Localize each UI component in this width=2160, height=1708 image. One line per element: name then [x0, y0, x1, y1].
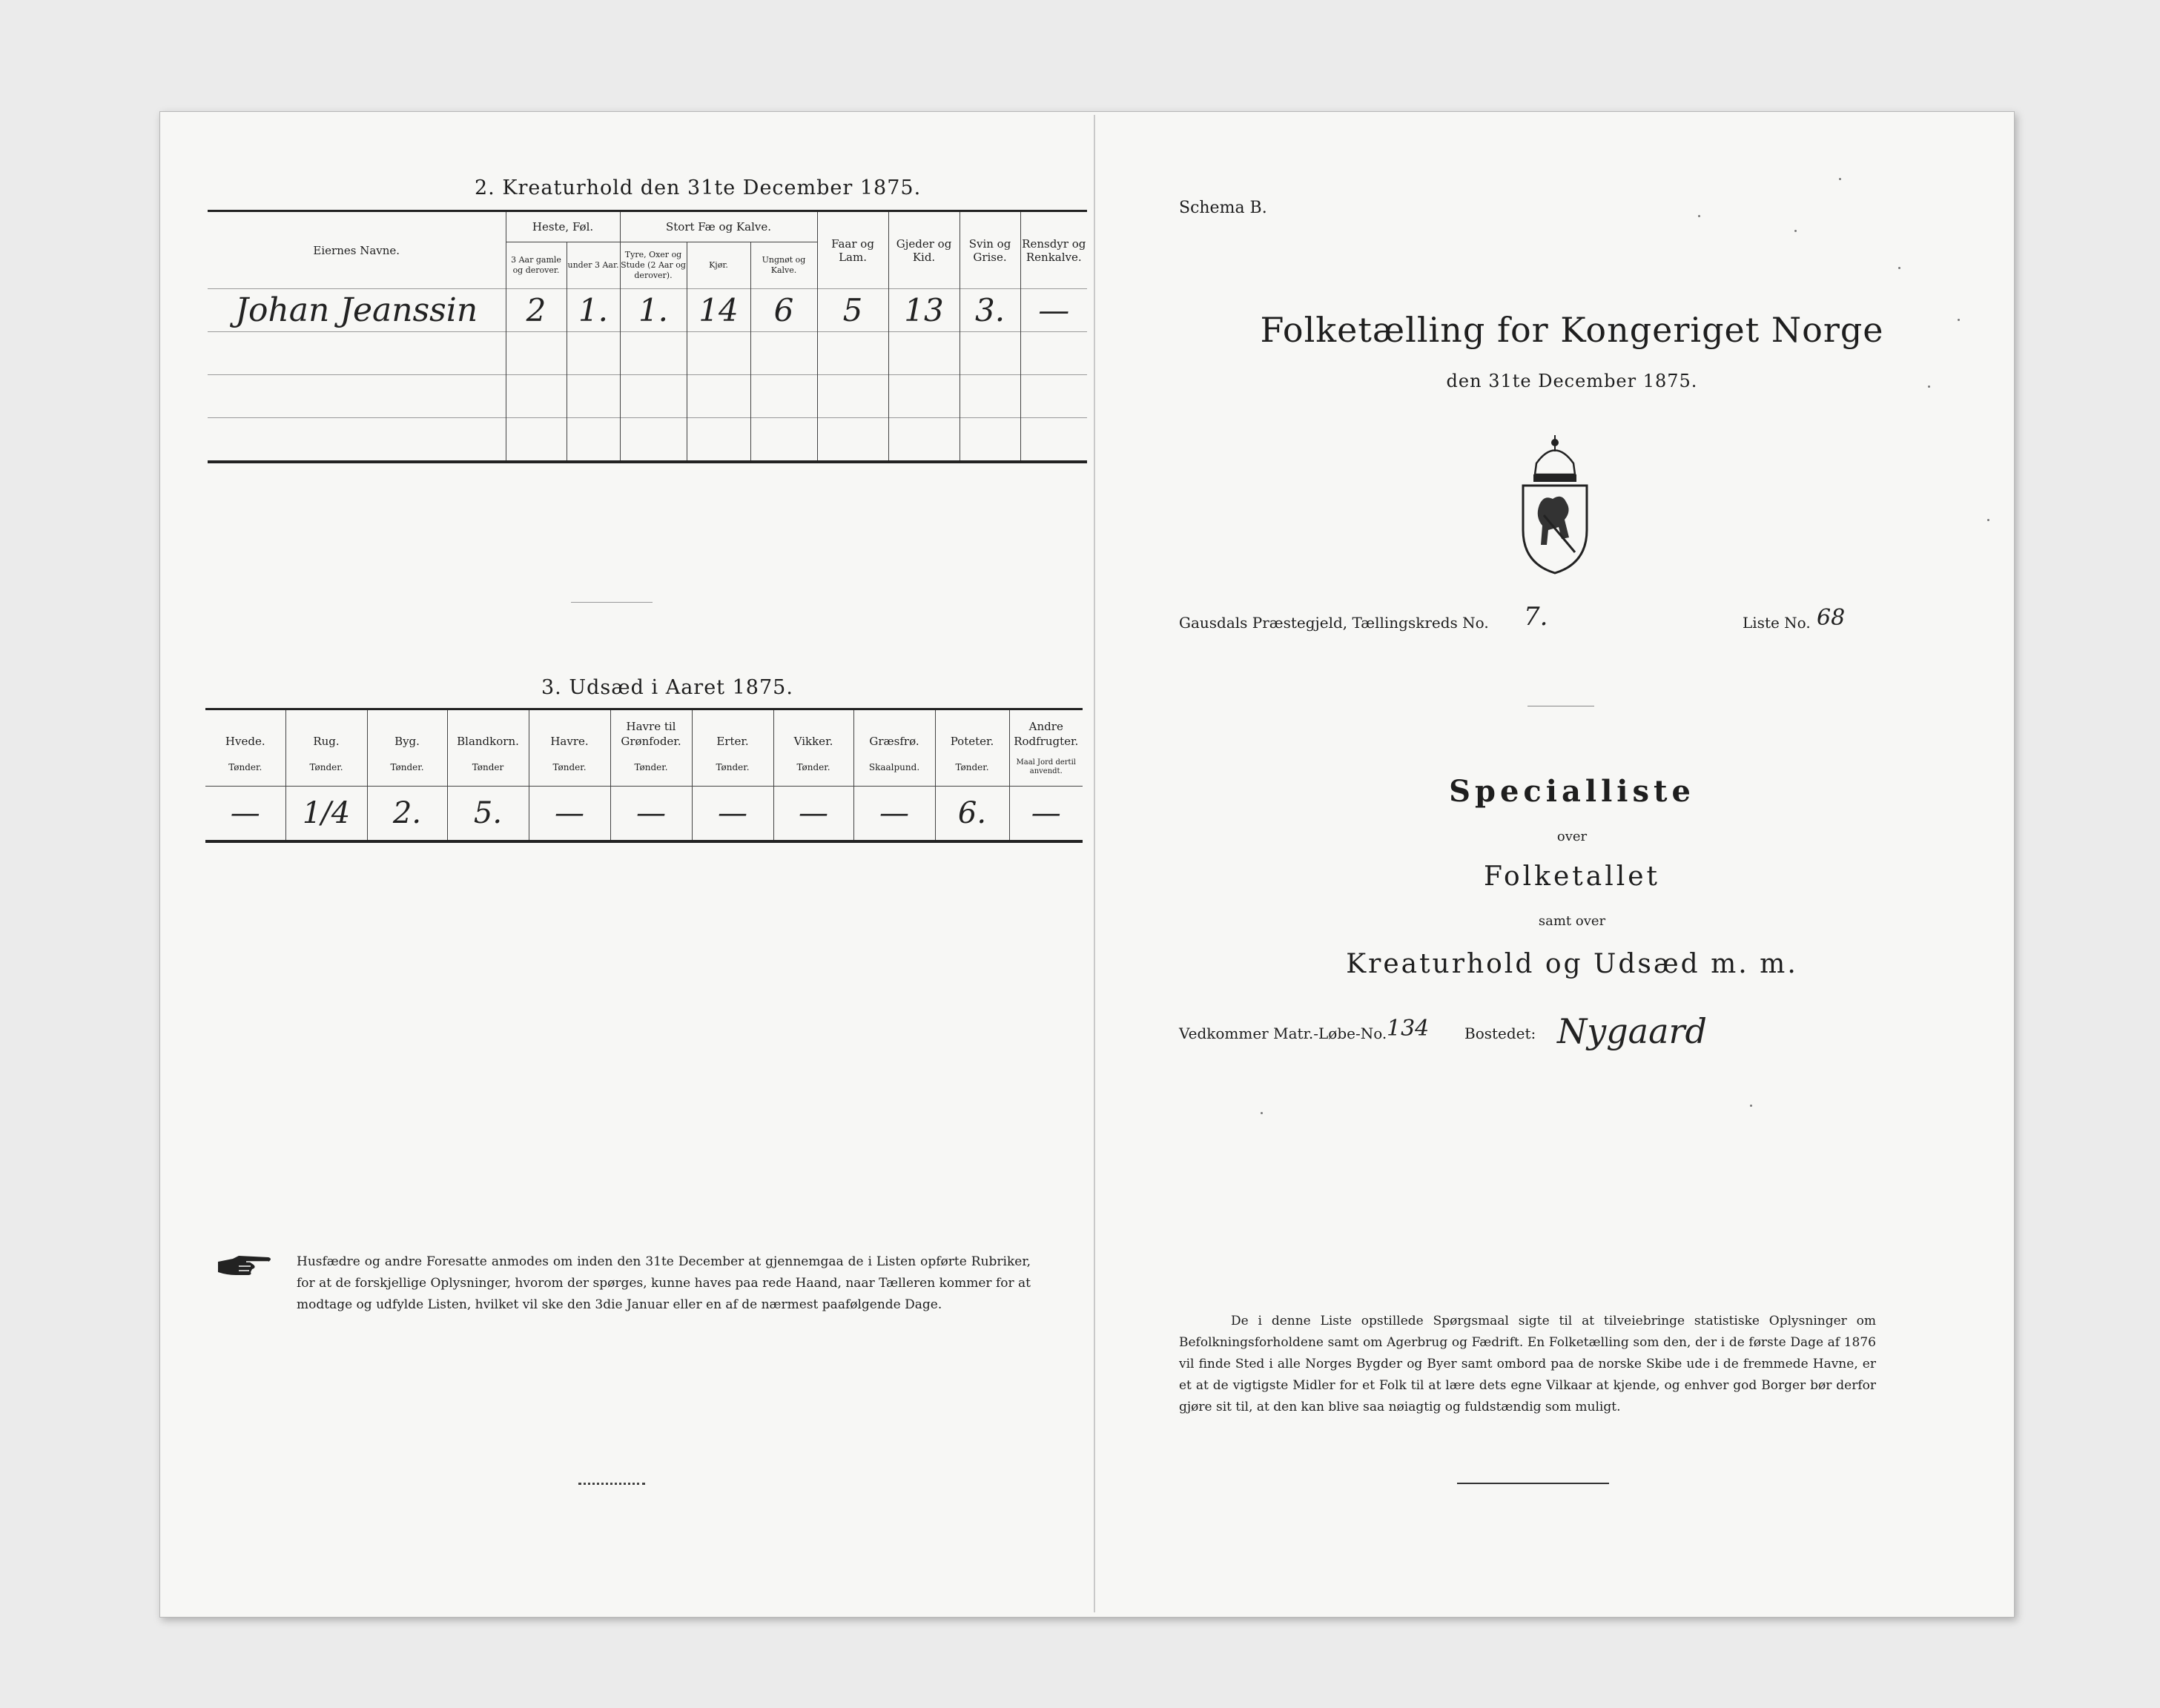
sowing-table: [205, 708, 1083, 843]
livestock-table: [208, 210, 1087, 463]
speck: [1261, 1112, 1263, 1114]
unit-rug: Tønder.: [285, 752, 367, 787]
table-row: [205, 787, 1083, 842]
col-tyre: Tyre, Oxer og Stude (2 Aar og derover).: [620, 242, 687, 289]
district-label: Gausdals Præstegjeld, Tællingskreds No.: [1179, 614, 1489, 632]
kreds-no: 7.: [1524, 602, 1548, 632]
col-rug: Rug.: [285, 709, 367, 752]
col-erter: Erter.: [692, 709, 773, 752]
cell-owner: Johan Jeanssin: [208, 289, 506, 332]
bosted-value: Nygaard: [1557, 1011, 1707, 1051]
section3-title: 3. Udsæd i Aaret 1875.: [541, 676, 793, 699]
col-byg: Byg.: [367, 709, 447, 752]
speck: [1750, 1105, 1752, 1107]
cell-ungnot: 6: [750, 289, 817, 332]
col-gjeder: Gjeder og Kid.: [888, 211, 960, 289]
matr-label: Vedkommer Matr.-Løbe-No.: [1179, 1025, 1387, 1042]
schema-label: Schema B.: [1179, 199, 1267, 217]
speck: [1839, 178, 1841, 180]
speck: [1928, 385, 1930, 388]
folketallet-heading: Folketallet: [1483, 861, 1661, 892]
notice-text: Husfædre og andre Foresatte anmodes om inden den 31te December at gjennemgaa de i Listen opførte Rubriker, for at de forskjellige Oplysninger, hvorom der spørges, kunne haves paa rede Haand, naar Tælleren kommer for at modtage og udfylde Listen, hvilket vil ske den 3die Januar eller en af de nærmest paafølgende Dage.: [297, 1254, 1031, 1312]
speck: [1898, 267, 1900, 269]
col-kjor: Kjør.: [687, 242, 750, 289]
cell-gjeder: 13: [888, 289, 960, 332]
col-heste-young: under 3 Aar.: [567, 242, 620, 289]
col-havre-gronfoder: Havre til Grønfoder.: [610, 709, 692, 752]
cell-vikker: —: [773, 787, 853, 842]
cell-andre: —: [1009, 787, 1083, 842]
col-graesfro: Græsfrø.: [853, 709, 935, 752]
table-row: [208, 418, 1087, 463]
pointing-hand-icon: [217, 1253, 276, 1282]
cell-graesfro: —: [853, 787, 935, 842]
page-title: Folketælling for Kongeriget Norge: [1260, 310, 1884, 350]
col-heste: Heste, Føl.: [506, 211, 620, 242]
col-stort-fae: Stort Fæ og Kalve.: [620, 211, 817, 242]
cell-erter: —: [692, 787, 773, 842]
col-hvede: Hvede.: [205, 709, 285, 752]
unit-graesfro: Skaalpund.: [853, 752, 935, 787]
col-svin: Svin og Grise.: [960, 211, 1020, 289]
unit-havre: Tønder.: [529, 752, 610, 787]
cell-rensdyr: —: [1020, 289, 1087, 332]
col-heste-old: 3 Aar gamle og derover.: [506, 242, 567, 289]
cell-byg: 2.: [367, 787, 447, 842]
cell-tyre: 1.: [620, 289, 687, 332]
col-andre: Andre Rodfrugter.: [1009, 709, 1083, 752]
unit-byg: Tønder.: [367, 752, 447, 787]
col-blandkorn: Blandkorn.: [447, 709, 529, 752]
speck: [1794, 230, 1797, 232]
unit-erter: Tønder.: [692, 752, 773, 787]
divider: [578, 1483, 645, 1485]
cell-blandkorn: 5.: [447, 787, 529, 842]
cell-svin: 3.: [960, 289, 1020, 332]
divider: [571, 602, 653, 603]
cell-heste-young: 1.: [567, 289, 620, 332]
col-poteter: Poteter.: [935, 709, 1009, 752]
unit-vikker: Tønder.: [773, 752, 853, 787]
divider: [1457, 1483, 1609, 1484]
unit-hvede: Tønder.: [205, 752, 285, 787]
col-vikker: Vikker.: [773, 709, 853, 752]
cell-kjor: 14: [687, 289, 750, 332]
cell-havre-gronfoder: —: [610, 787, 692, 842]
over-text: over: [1556, 829, 1588, 844]
samt-over-text: samt over: [1538, 913, 1606, 929]
col-faar: Faar og Lam.: [817, 211, 888, 289]
kreaturhold-heading: Kreaturhold og Udsæd m. m.: [1346, 949, 1798, 979]
liste-no: 68: [1817, 605, 1846, 631]
cell-faar: 5: [817, 289, 888, 332]
col-havre: Havre.: [529, 709, 610, 752]
specialliste-heading: Specialliste: [1449, 774, 1695, 809]
table-row: [208, 332, 1087, 375]
matr-value: 134: [1387, 1016, 1430, 1042]
speck: [1698, 215, 1700, 217]
cell-havre: —: [529, 787, 610, 842]
cell-rug: 1/4: [285, 787, 367, 842]
section2-title: 2. Kreaturhold den 31te December 1875.: [475, 176, 922, 199]
col-ungnot: Ungnøt og Kalve.: [750, 242, 817, 289]
speck: [1987, 519, 1989, 521]
unit-andre: Maal Jord dertil anvendt.: [1009, 752, 1083, 787]
unit-havre-gronfoder: Tønder.: [610, 752, 692, 787]
unit-poteter: Tønder.: [935, 752, 1009, 787]
cell-poteter: 6.: [935, 787, 1009, 842]
col-owner: Eiernes Navne.: [208, 211, 506, 289]
cell-heste-old: 2: [506, 289, 567, 332]
footnote-text: De i denne Liste opstillede Spørgsmaal sigte til at tilveiebringe statistiske Oplysninger om Befolkningsforholdene samt om Agerbrug og Fædrift. En Folketælling som den, der i de første Dage af 1876 vil finde Sted i alle Norges Bygder og Byer samt ombord paa de norske Skibe ude i de fremmede Havne, er et at de vigtigste Midler for et Folk til at lære dets egne Vilkaar at kjende, og enhver god Borger bør derfor gjøre sit til, at den kan blive saa nøiagtig og fuldstændig som muligt.: [1179, 1314, 1876, 1414]
liste-label: Liste No.: [1743, 614, 1811, 632]
bosted-label: Bostedet:: [1464, 1025, 1536, 1042]
table-row: [208, 375, 1087, 418]
table-row: [208, 289, 1087, 332]
cell-hvede: —: [205, 787, 285, 842]
census-date: den 31te December 1875.: [1446, 371, 1698, 391]
speck: [1958, 319, 1960, 321]
unit-blandkorn: Tønder: [447, 752, 529, 787]
norwegian-coat-of-arms-icon: [1514, 434, 1596, 577]
col-rensdyr: Rensdyr og Renkalve.: [1020, 211, 1087, 289]
